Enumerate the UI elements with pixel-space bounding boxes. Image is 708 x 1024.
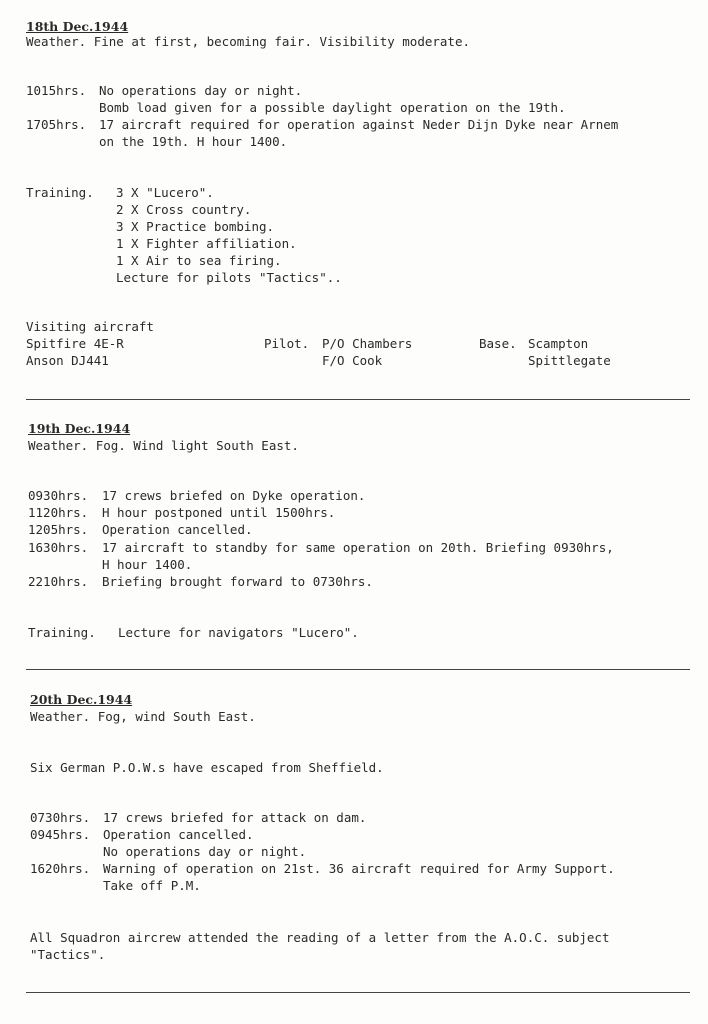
- visiting-aircraft: Anson DJ441: [26, 353, 109, 368]
- visiting-base-label: Base.: [479, 336, 517, 351]
- entry-date: 18th Dec.1944: [26, 19, 129, 34]
- event-time: 1120hrs.: [28, 505, 89, 520]
- closing-line: All Squadron aircrew attended the reading of a letter from the A.O.C. subject: [30, 930, 610, 945]
- training-label: Training.: [28, 625, 96, 640]
- divider: [26, 399, 690, 400]
- visiting-header: Visiting aircraft: [26, 319, 154, 334]
- event-text: Operation cancelled.: [102, 522, 253, 537]
- training-label: Training.: [26, 185, 94, 200]
- visiting-pilot-label: Pilot.: [264, 336, 310, 351]
- entry-date: 19th Dec.1944: [28, 421, 131, 436]
- event-text: Take off P.M.: [103, 878, 201, 893]
- weather-line: Weather. Fog, wind South East.: [30, 709, 256, 724]
- visiting-pilot: F/O Cook: [322, 353, 383, 368]
- weather-line: Weather. Fog. Wind light South East.: [28, 438, 299, 453]
- visiting-base: Scampton: [528, 336, 589, 351]
- divider: [26, 669, 690, 670]
- training-item: 3 X Practice bombing.: [116, 219, 275, 234]
- weather-line: Weather. Fine at first, becoming fair. Visibility moderate.: [26, 34, 471, 49]
- event-time: 0730hrs.: [30, 810, 91, 825]
- event-text: Briefing brought forward to 0730hrs.: [102, 574, 373, 589]
- training-item: Lecture for pilots "Tactics"..: [116, 270, 342, 285]
- divider: [26, 992, 690, 993]
- event-text: Operation cancelled.: [103, 827, 254, 842]
- training-item: 1 X Air to sea firing.: [116, 253, 282, 268]
- event-text: 17 aircraft required for operation against Neder Dijn Dyke near Arnem: [99, 117, 619, 132]
- entry-date: 20th Dec.1944: [30, 692, 133, 707]
- event-text: 17 aircraft to standby for same operation on 20th. Briefing 0930hrs,: [102, 540, 614, 555]
- event-time: 1705hrs.: [26, 117, 87, 132]
- training-item: 2 X Cross country.: [116, 202, 252, 217]
- event-text: Warning of operation on 21st. 36 aircraft required for Army Support.: [103, 861, 615, 876]
- event-time: 0930hrs.: [28, 488, 89, 503]
- event-time: 1620hrs.: [30, 861, 91, 876]
- visiting-aircraft: Spitfire 4E-R: [26, 336, 124, 351]
- event-text: 17 crews briefed for attack on dam.: [103, 810, 367, 825]
- event-time: 1630hrs.: [28, 540, 89, 555]
- event-time: 1015hrs.: [26, 83, 87, 98]
- event-time: 2210hrs.: [28, 574, 89, 589]
- note-line: Six German P.O.W.s have escaped from Sheffield.: [30, 760, 384, 775]
- event-text: on the 19th. H hour 1400.: [99, 134, 288, 149]
- event-text: Bomb load given for a possible daylight operation on the 19th.: [99, 100, 566, 115]
- visiting-base: Spittlegate: [528, 353, 611, 368]
- closing-line: "Tactics".: [30, 947, 106, 962]
- training-item: 3 X "Lucero".: [116, 185, 214, 200]
- event-text: No operations day or night.: [103, 844, 307, 859]
- training-item: 1 X Fighter affiliation.: [116, 236, 297, 251]
- event-time: 1205hrs.: [28, 522, 89, 537]
- event-time: 0945hrs.: [30, 827, 91, 842]
- visiting-pilot: P/O Chambers: [322, 336, 413, 351]
- training-item: Lecture for navigators "Lucero".: [118, 625, 359, 640]
- event-text: H hour 1400.: [102, 557, 193, 572]
- event-text: No operations day or night.: [99, 83, 303, 98]
- event-text: H hour postponed until 1500hrs.: [102, 505, 336, 520]
- event-text: 17 crews briefed on Dyke operation.: [102, 488, 366, 503]
